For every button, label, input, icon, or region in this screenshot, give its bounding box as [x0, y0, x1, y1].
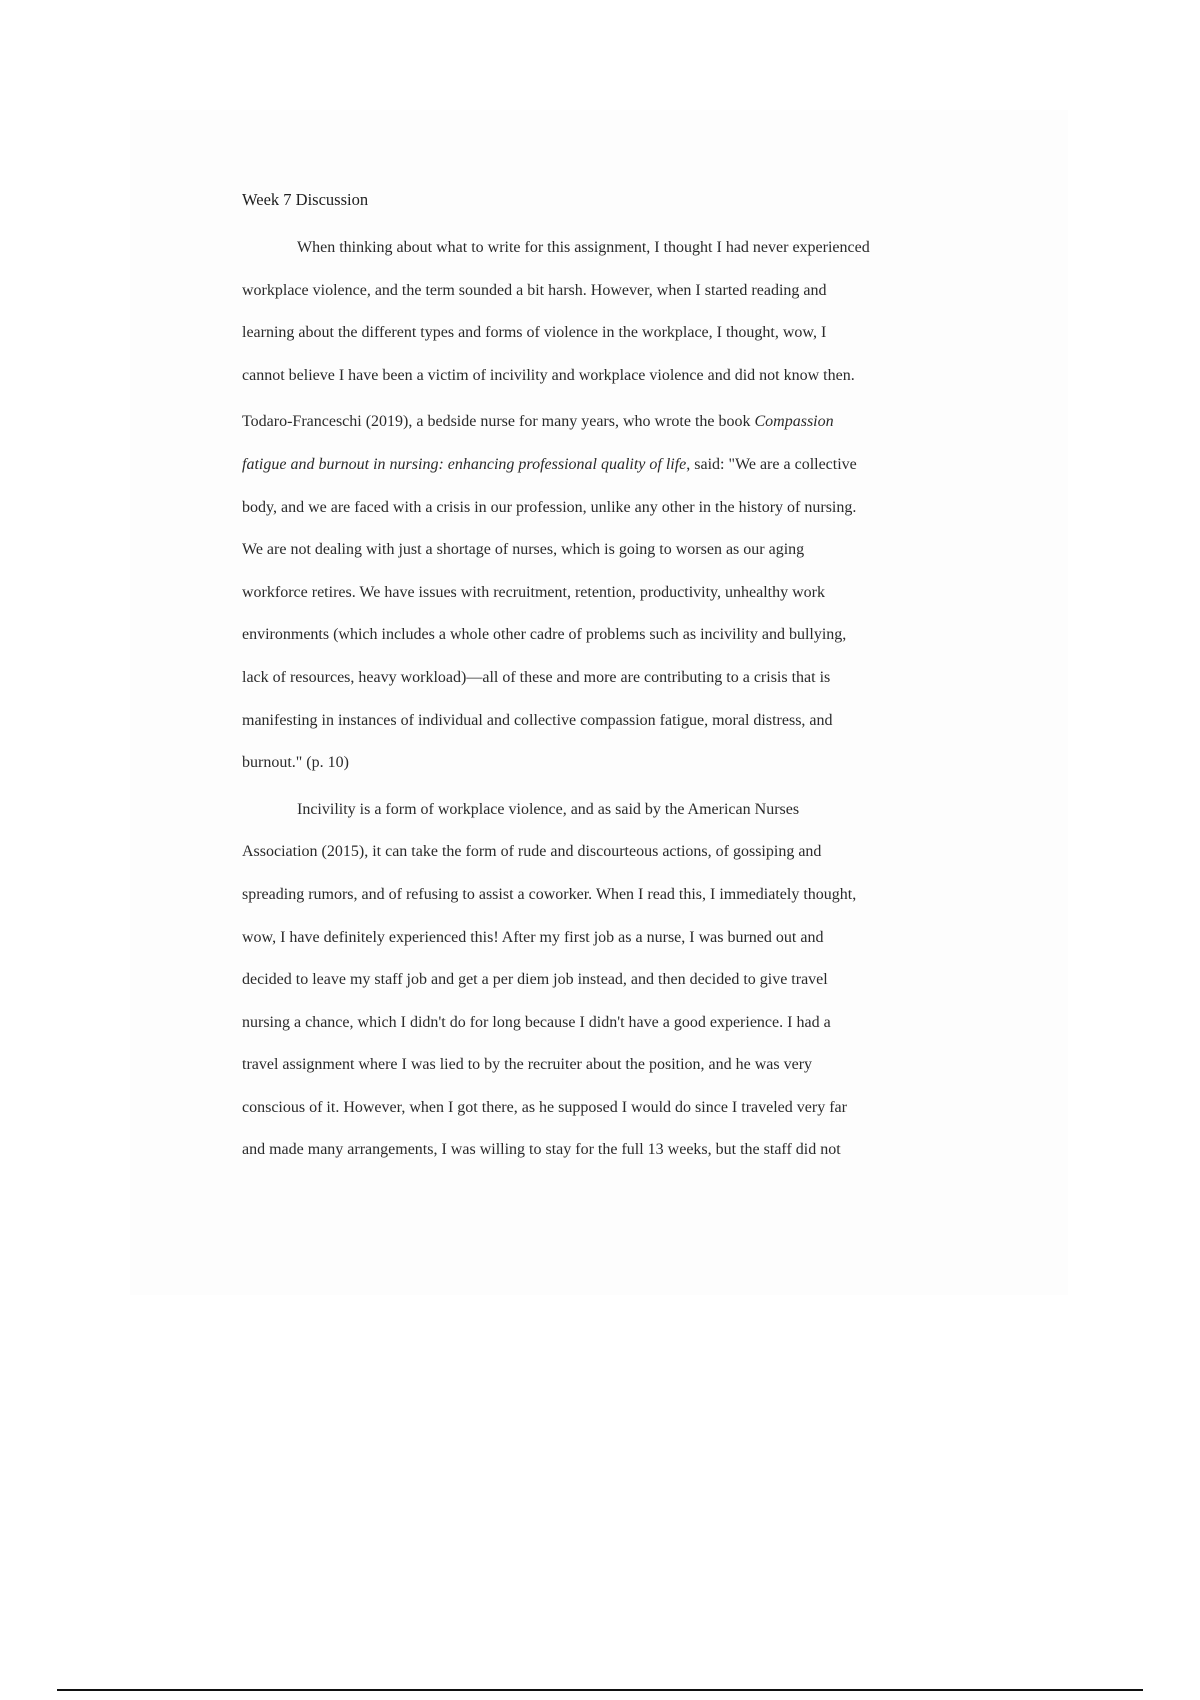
- paragraph-line: Incivility is a form of workplace violence, and as said by the American Nurses: [297, 800, 800, 818]
- paragraph-2-quote: [242, 401, 972, 784]
- citation-text: Todaro-Franceschi (2019), a bedside nurse for many years, who wrote the book: [242, 413, 755, 431]
- paragraph-1: [242, 227, 972, 397]
- book-title-part-1: Compassion: [754, 413, 834, 431]
- paragraph-line: We are not dealing with just a shortage of nurses, which is going to worsen as our aging: [242, 541, 805, 559]
- paragraph-line: conscious of it. However, when I got there, as he supposed I would do since I traveled very far: [242, 1098, 847, 1116]
- quote-start-text: , said: "We are a collective: [686, 455, 857, 473]
- bottom-divider: [57, 1689, 1143, 1691]
- paragraph-line: cannot believe I have been a victim of incivility and workplace violence and did not know then.: [242, 366, 855, 384]
- paragraph-line: When thinking about what to write for this assignment, I thought I had never experienced: [297, 239, 870, 256]
- paragraph-line: environments (which includes a whole other cadre of problems such as incivility and bullying,: [242, 626, 847, 644]
- paragraph-line: body, and we are faced with a crisis in our profession, unlike any other in the history of nursing.: [242, 498, 857, 516]
- paragraph-line: learning about the different types and forms of violence in the workplace, I thought, wow, I: [242, 324, 827, 342]
- document-title: Week 7 Discussion: [242, 190, 369, 209]
- paragraph-line: spreading rumors, and of refusing to assist a coworker. When I read this, I immediately thought,: [242, 885, 857, 903]
- paragraph-line: workforce retires. We have issues with recruitment, retention, productivity, unhealthy work: [242, 583, 825, 601]
- paragraph-line: and made many arrangements, I was willing to stay for the full 13 weeks, but the staff did not: [242, 1141, 841, 1159]
- paragraph-line: [242, 401, 972, 444]
- paragraph-line: Association (2015), it can take the form of rude and discourteous actions, of gossiping and: [242, 843, 822, 861]
- paragraph-3: [242, 789, 972, 1172]
- paragraph-line: [242, 444, 972, 487]
- paragraph-line: wow, I have definitely experienced this! After my first job as a nurse, I was burned out and: [242, 928, 824, 946]
- document-content: [242, 185, 972, 1176]
- paragraph-line: workplace violence, and the term sounded a bit harsh. However, when I started reading and: [242, 281, 827, 299]
- paragraph-line: travel assignment where I was lied to by the recruiter about the position, and he was very: [242, 1056, 813, 1074]
- book-title-part-2: fatigue and burnout in nursing: enhancing professional quality of life: [242, 455, 687, 473]
- paragraph-line: manifesting in instances of individual and collective compassion fatigue, moral distress, and: [242, 711, 833, 729]
- paragraph-line: burnout." (p. 10): [242, 754, 349, 772]
- paragraph-line: lack of resources, heavy workload)—all of these and more are contributing to a crisis that is: [242, 668, 831, 686]
- paragraph-line: nursing a chance, which I didn't do for long because I didn't have a good experience. I had a: [242, 1013, 831, 1031]
- paragraph-line: decided to leave my staff job and get a per diem job instead, and then decided to give travel: [242, 971, 828, 989]
